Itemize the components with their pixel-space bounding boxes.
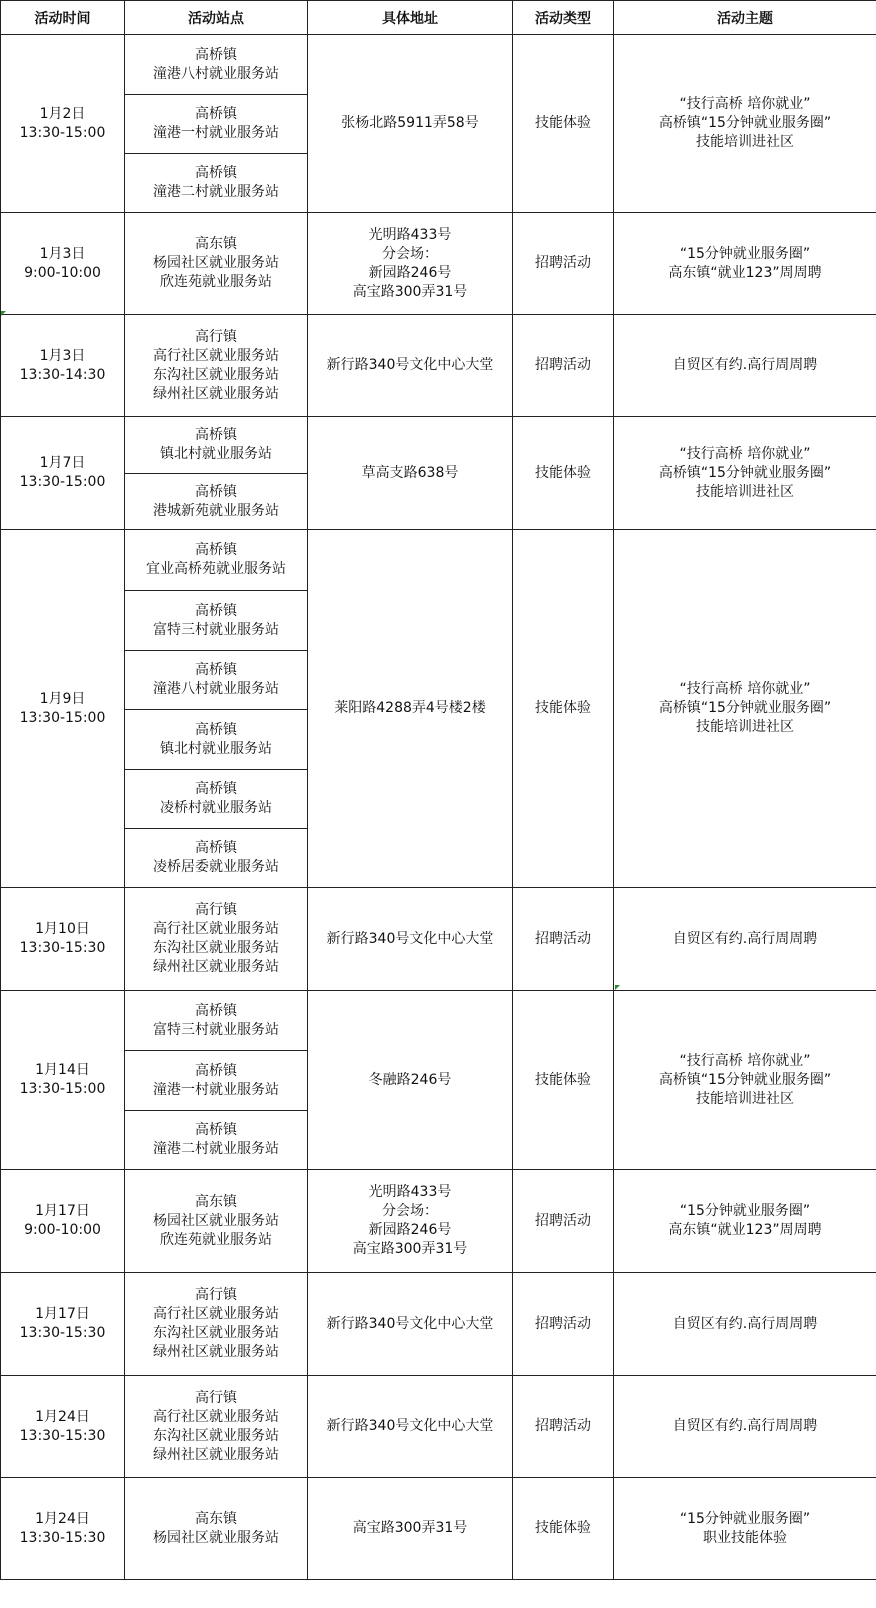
time-cell: [1, 991, 125, 1170]
time-cell: [1, 1478, 125, 1580]
station-name: 绿州社区就业服务站: [153, 385, 279, 402]
address-cell: [308, 417, 513, 530]
theme-cell: [614, 1170, 876, 1273]
type-cell: 技能体验: [513, 35, 614, 213]
time-cell: [1, 213, 125, 315]
theme-line: 技能培训进社区: [696, 719, 794, 735]
type-cell: 技能体验: [513, 530, 614, 888]
theme-line: 自贸区有约.高行周周聘: [672, 1418, 818, 1434]
theme-line: 自贸区有约.高行周周聘: [672, 357, 818, 373]
activity-date: 1月3日: [39, 347, 86, 364]
type-cell: 招聘活动: [513, 315, 614, 417]
station-item: [125, 417, 307, 473]
station-name: 东沟社区就业服务站: [153, 366, 279, 383]
station-item: [125, 769, 307, 828]
station-name: 东沟社区就业服务站: [153, 1427, 279, 1444]
station-item: [125, 315, 307, 416]
theme-cell: [614, 35, 876, 213]
table-row: [1, 35, 876, 213]
table-body: [1, 35, 876, 1580]
address-line: 张杨北路5911弄58号: [341, 115, 479, 131]
address-line: 高宝路300弄31号: [352, 1520, 468, 1536]
theme-line: “15分钟就业服务圈”: [679, 1510, 811, 1527]
station-name: 高行社区就业服务站: [153, 347, 279, 364]
activity-time: 9:00-10:00: [24, 264, 101, 281]
station-town: 高桥镇: [195, 483, 237, 500]
activity-date: 1月17日: [35, 1203, 90, 1219]
theme-cell: [614, 530, 876, 888]
station-item: [125, 94, 307, 153]
station-town: 高东镇: [195, 1193, 237, 1210]
activity-date: 1月9日: [39, 690, 86, 707]
activity-time: 13:30-15:30: [19, 1427, 106, 1444]
station-town: 高桥镇: [195, 602, 237, 619]
station-name: 港城新苑就业服务站: [153, 502, 279, 519]
station-town: 高行镇: [195, 328, 237, 345]
station-cell: [125, 991, 308, 1170]
theme-line: 高东镇“就业123”周周聘: [668, 264, 822, 281]
station-town: 高行镇: [195, 902, 237, 918]
theme-line: 技能培训进社区: [696, 1090, 794, 1107]
station-name: 宜业高桥苑就业服务站: [146, 561, 286, 577]
station-town: 高行镇: [195, 1389, 237, 1406]
station-name: 绿州社区就业服务站: [153, 1446, 279, 1463]
time-cell: [1, 1376, 125, 1478]
station-town: 高桥镇: [195, 106, 237, 122]
activity-time: 13:30-15:30: [19, 1325, 106, 1341]
activity-time: 13:30-15:00: [19, 124, 106, 141]
activity-date: 1月17日: [35, 1306, 90, 1322]
theme-cell: [614, 991, 876, 1170]
activity-date: 1月24日: [35, 1510, 90, 1527]
theme-cell: [614, 1478, 876, 1580]
station-cell: [125, 315, 308, 417]
activity-time: 13:30-15:00: [19, 474, 106, 490]
theme-line: “技行高桥 培你就业”: [679, 96, 811, 112]
station-town: 高桥镇: [195, 427, 237, 443]
type-cell: 技能体验: [513, 417, 614, 530]
station-town: 高桥镇: [195, 1062, 237, 1079]
table-row: [1, 213, 876, 315]
theme-cell: [614, 1376, 876, 1478]
station-name: 凌桥居委就业服务站: [153, 859, 279, 875]
type-cell: 招聘活动: [513, 213, 614, 315]
activity-date: 1月24日: [35, 1408, 90, 1425]
table-row: [1, 1376, 876, 1478]
address-line: 冬融路246号: [368, 1071, 452, 1088]
header-station: 活动站点: [125, 1, 308, 35]
theme-cell: [614, 315, 876, 417]
station-name: 东沟社区就业服务站: [153, 1325, 279, 1341]
theme-line: 自贸区有约.高行周周聘: [672, 930, 818, 947]
address-line: 莱阳路4288弄4号楼2楼: [334, 700, 486, 716]
theme-cell: [614, 417, 876, 530]
station-name: 东沟社区就业服务站: [153, 940, 279, 956]
activity-date: 1月10日: [35, 921, 90, 937]
station-town: 高桥镇: [195, 46, 237, 63]
station-cell: [125, 35, 308, 213]
table-row: [1, 1478, 876, 1580]
theme-line: 高桥镇“15分钟就业服务圈”: [658, 1071, 832, 1088]
address-line: 分会场：: [382, 245, 438, 262]
station-cell: [125, 417, 308, 530]
address-cell: [308, 530, 513, 888]
header-theme: 活动主题: [614, 1, 876, 35]
address-line: 新行路340号文化中心大堂: [326, 930, 494, 947]
address-line: 光明路433号: [368, 1184, 452, 1200]
activity-time: 9:00-10:00: [24, 1222, 101, 1238]
header-row: [1, 1, 876, 35]
station-item: [125, 1170, 307, 1272]
station-name: 潼港二村就业服务站: [153, 184, 279, 200]
type-cell: 招聘活动: [513, 1376, 614, 1478]
station-cell: [125, 1376, 308, 1478]
theme-line: 技能培训进社区: [696, 134, 794, 150]
address-line: 高宝路300弄31号: [352, 283, 468, 300]
station-item: [125, 1376, 307, 1477]
address-line: 光明路433号: [368, 226, 452, 243]
theme-line: “技行高桥 培你就业”: [679, 445, 811, 462]
table-row: [1, 417, 876, 530]
cell-comment-marker: [1, 311, 6, 316]
station-name: 潼港八村就业服务站: [153, 681, 279, 697]
station-item: [125, 709, 307, 769]
activity-date: 1月3日: [39, 245, 86, 262]
theme-cell: [614, 213, 876, 315]
station-name: 潼港八村就业服务站: [153, 65, 279, 82]
theme-line: 技能培训进社区: [696, 483, 794, 500]
station-name: 欣连苑就业服务站: [160, 1231, 272, 1248]
address-line: 新园路246号: [368, 264, 452, 281]
station-item: [125, 590, 307, 650]
station-name: 杨园社区就业服务站: [153, 255, 279, 271]
table-row: [1, 530, 876, 888]
station-item: [125, 213, 307, 314]
station-cell: [125, 1273, 308, 1376]
activity-time: 13:30-15:00: [19, 709, 106, 726]
station-name: 绿州社区就业服务站: [153, 1344, 279, 1360]
activity-time: 13:30-15:00: [19, 1081, 106, 1097]
address-cell: [308, 888, 513, 991]
address-line: 新行路340号文化中心大堂: [326, 357, 494, 373]
station-item: [125, 473, 307, 529]
station-name: 镇北村就业服务站: [160, 740, 272, 757]
station-cell: [125, 530, 308, 888]
station-name: 镇北村就业服务站: [160, 446, 272, 462]
type-cell: 招聘活动: [513, 888, 614, 991]
theme-line: “技行高桥 培你就业”: [679, 681, 811, 697]
theme-line: “15分钟就业服务圈”: [679, 1203, 811, 1219]
activity-date: 1月7日: [39, 455, 86, 471]
time-cell: [1, 1273, 125, 1376]
station-name: 高行社区就业服务站: [153, 921, 279, 937]
station-name: 欣连苑就业服务站: [160, 274, 272, 290]
header-type: 活动类型: [513, 1, 614, 35]
time-cell: [1, 1170, 125, 1273]
station-town: 高桥镇: [195, 542, 237, 558]
table-row: [1, 1273, 876, 1376]
table-row: [1, 991, 876, 1170]
station-town: 高桥镇: [195, 165, 237, 181]
address-cell: [308, 1376, 513, 1478]
station-item: [125, 888, 307, 990]
station-name: 杨园社区就业服务站: [153, 1212, 279, 1229]
station-town: 高桥镇: [195, 840, 237, 856]
station-item: [125, 1478, 307, 1579]
theme-cell: [614, 888, 876, 991]
activity-date: 1月14日: [35, 1062, 90, 1078]
time-cell: [1, 315, 125, 417]
station-item: [125, 1110, 307, 1169]
address-line: 草高支路638号: [361, 464, 459, 481]
station-item: [125, 530, 307, 590]
time-cell: [1, 417, 125, 530]
station-cell: [125, 1478, 308, 1580]
station-name: 潼港一村就业服务站: [153, 1081, 279, 1098]
address-cell: [308, 991, 513, 1170]
station-item: [125, 828, 307, 887]
station-town: 高桥镇: [195, 781, 237, 797]
theme-line: “技行高桥 培你就业”: [679, 1052, 811, 1069]
theme-line: 自贸区有约.高行周周聘: [672, 1315, 818, 1332]
theme-cell: [614, 1273, 876, 1376]
address-line: 新行路340号文化中心大堂: [326, 1418, 494, 1434]
time-cell: [1, 530, 125, 888]
station-item: [125, 991, 307, 1050]
address-line: 新行路340号文化中心大堂: [326, 1315, 494, 1332]
station-town: 高桥镇: [195, 1002, 237, 1019]
address-cell: [308, 1273, 513, 1376]
station-name: 潼港二村就业服务站: [153, 1141, 279, 1157]
theme-line: 高桥镇“15分钟就业服务圈”: [658, 115, 832, 131]
station-item: [125, 35, 307, 94]
cell-comment-marker: [615, 985, 620, 990]
station-town: 高东镇: [195, 236, 237, 252]
station-name: 潼港一村就业服务站: [153, 125, 279, 141]
table-row: [1, 315, 876, 417]
station-town: 高行镇: [195, 1287, 237, 1303]
station-name: 富特三村就业服务站: [153, 621, 279, 638]
table-row: [1, 1170, 876, 1273]
theme-line: “15分钟就业服务圈”: [679, 245, 811, 262]
station-item: [125, 1050, 307, 1110]
station-town: 高桥镇: [195, 721, 237, 738]
type-cell: 招聘活动: [513, 1273, 614, 1376]
theme-line: 高东镇“就业123”周周聘: [668, 1222, 822, 1238]
station-item: [125, 650, 307, 709]
header-address: 具体地址: [308, 1, 513, 35]
station-town: 高桥镇: [195, 662, 237, 678]
address-cell: [308, 1478, 513, 1580]
activity-time: 13:30-14:30: [19, 366, 106, 383]
station-name: 凌桥村就业服务站: [160, 800, 272, 816]
time-cell: [1, 35, 125, 213]
address-cell: [308, 315, 513, 417]
station-item: [125, 153, 307, 212]
station-name: 杨园社区就业服务站: [153, 1529, 279, 1546]
type-cell: 技能体验: [513, 1478, 614, 1580]
theme-line: 高桥镇“15分钟就业服务圈”: [658, 700, 832, 716]
address-cell: [308, 1170, 513, 1273]
address-cell: [308, 35, 513, 213]
station-name: 高行社区就业服务站: [153, 1306, 279, 1322]
activity-time: 13:30-15:30: [19, 940, 106, 956]
station-name: 绿州社区就业服务站: [153, 959, 279, 975]
station-item: [125, 1273, 307, 1375]
header-time: 活动时间: [1, 1, 125, 35]
address-cell: [308, 213, 513, 315]
station-cell: [125, 213, 308, 315]
station-town: 高东镇: [195, 1510, 237, 1527]
address-line: 新园路246号: [368, 1222, 452, 1238]
activity-date: 1月2日: [39, 105, 86, 122]
station-town: 高桥镇: [195, 1122, 237, 1138]
table-row: [1, 888, 876, 991]
theme-line: 职业技能体验: [703, 1529, 787, 1546]
time-cell: [1, 888, 125, 991]
station-cell: [125, 1170, 308, 1273]
type-cell: 招聘活动: [513, 1170, 614, 1273]
type-cell: 技能体验: [513, 991, 614, 1170]
address-line: 高宝路300弄31号: [352, 1241, 468, 1257]
activity-time: 13:30-15:30: [19, 1529, 106, 1546]
station-name: 富特三村就业服务站: [153, 1021, 279, 1038]
station-cell: [125, 888, 308, 991]
theme-line: 高桥镇“15分钟就业服务圈”: [658, 464, 832, 481]
address-line: 分会场：: [382, 1203, 438, 1219]
station-name: 高行社区就业服务站: [153, 1408, 279, 1425]
